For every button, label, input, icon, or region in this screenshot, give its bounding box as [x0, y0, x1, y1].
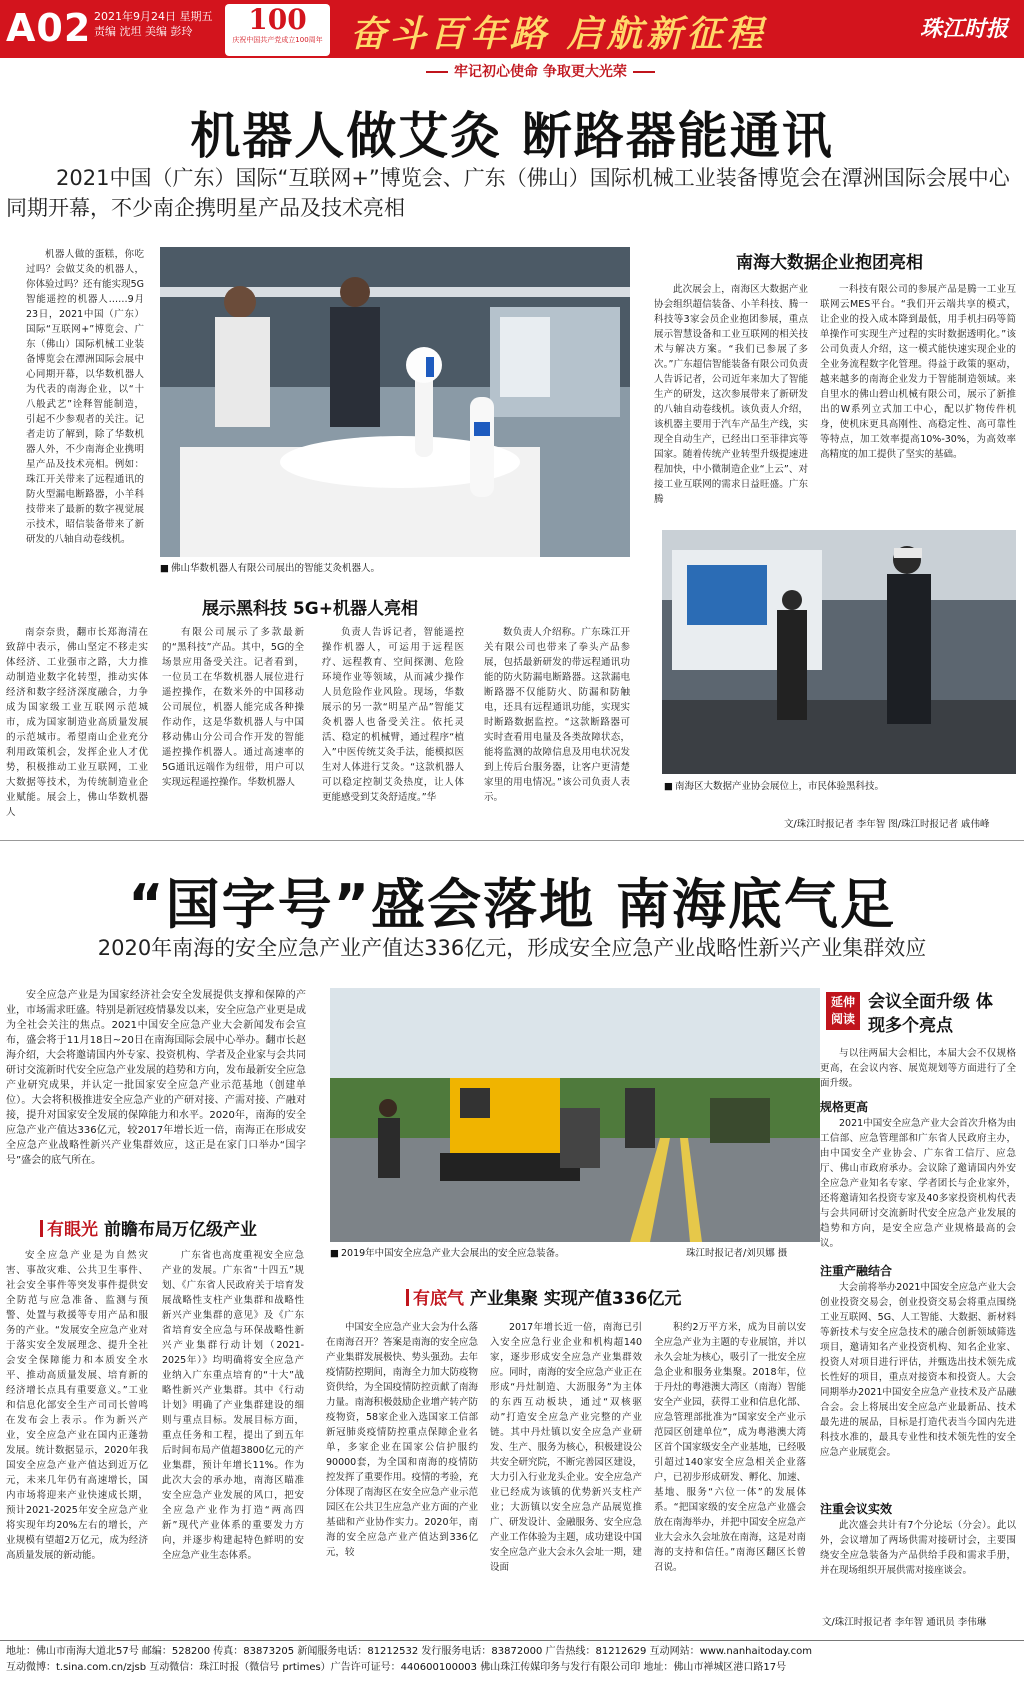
kicker-1-bar — [40, 1220, 43, 1237]
story1-intro: 机器人做的蛋糕，你吃过吗？会做艾灸的机器人，你体验过吗？还有能实现5G智能遥控的机器人……9月23日，2021中国（广东）国际“互联网+”博览会、广东（佛山）国际机械工业装备博览会在潭洲国际会展中心同期开幕，以华数机器人为代表的南海企业，以“十八般武艺”诠释智能制造，引起不少参观者的关注。记者走访了解到，除了华数机器人外，不少南海企业携明星产品及技术亮相。例如：珠江开关带来了远程通讯的防火型漏电断路器，小羊科技带来了最新的数字视觉展示技术，昭信装备带来了新研发的八轴自动卷线机。 — [26, 249, 144, 545]
kicker-2-bar — [406, 1289, 409, 1306]
footer-line-2: 互动微博：t.sina.com.cn/zjsb 互动微信：珠江时报（微信号 prtimes）广告许可证号：440600100003 佛山珠江传媒印务与发行有限公司印 地址：佛山市禅城区港口路17号 — [6, 1662, 787, 1673]
photo1-caption: ■ 佛山华数机器人有限公司展出的智能艾灸机器人。 — [160, 560, 630, 574]
ext-para-1: 2021中国安全应急产业大会首次升格为由工信部、应急管理部和广东省人民政府主办，由中国安全产业协会、广东省工信厅、应急厅、佛山市政府承办。会议除了邀请国内外安全应急产业知名专家、学者团长与企业家外，还将邀请知名投资专家及40多家投资机构代表与会共同研讨交流新时代安全应急产业发展的趋势和方向，是安全应急产业规格最高的会议。 — [820, 1118, 1016, 1249]
footer-line-1: 地址：佛山市南海大道北57号 邮编：528200 传真：83873205 新闻服务电话：81212532 发行服务电话：83872000 广告热线：81212629 互动网站：www.nanhaitoday.com — [6, 1646, 812, 1657]
section-b-title: 展示黑科技 5G+机器人亮相 — [202, 599, 418, 619]
k2-col3: 积约2万平方米，成为目前以安全应急产业为主题的专业展馆，并以永久会址为核心，吸引了一批安全应急企业和服务业集聚。2018年，位于丹灶的粤港澳大湾区（南海）智能安全产业园，获得工业和信息化部、应急管理部批准为“国家安全产业示范园区创建单位”，成为粤港澳大湾区首个国家级安全产业基地，已经吸引超过140家安全应急相关企业落户，已初步形成研发、孵化、加速、基地、服务“六位一体”的发展体系。“把国家级的安全应急产业盛会放在南海举办，并把中国安全应急产业大会永久会址放在南海，这是对南海的支持和信任。”南海区翻区长曾召说。 — [654, 1322, 806, 1573]
story1-byline: 文/珠江时报记者 李年智 图/珠江时报记者 戚伟峰 — [784, 819, 990, 830]
photo2-caption: ■ 南海区大数据产业协会展位上，市民体验黑科技。 — [664, 778, 1014, 792]
story2-headline: “国字号”盛会落地 南海底气足 — [128, 873, 896, 936]
section-a-title: 南海大数据企业抱团亮相 — [736, 253, 923, 273]
story1-headline: 机器人做艾灸 断路器能通讯 — [190, 107, 834, 165]
editors-line: 责编 沈坦 美编 彭玲 — [94, 25, 193, 38]
story2-lead: 安全应急产业是为国家经济社会安全发展提供支撑和保障的产业，市场需求旺盛。特别是新冠疫情暴发以来，安全应急产业更是成为全社会关注的焦点。2021中国安全应急产业大会新闻发布会宣布，盛会将于11月18日~20日在南海国际会展中心举办。翻市长赵海介绍，大会将邀请国内外专家、投资机构、学者及企业家与会共同研讨交流新时代安全应急产业发展的趋势和方向，发布最新安全应急产业研究成果，并认定一批国家安全应急产业示范基地（创建单位）。大会将积极推进安全应急产业的产研对接、产需对接、产融对接，提升对国家安全发展的保障能力和水平。2020年，南海的安全应急产业产值达336亿元，较2017年增长近一倍，南海正在形成安全应急产业战略性新兴产业集群效应，这正是在家门口举办“国字号”盛会的底气所在。 — [6, 990, 306, 1166]
story2-photo-credit: 珠江时报记者/刘贝娜 摄 — [686, 1248, 788, 1259]
masthead-slogan: 奋斗百年路 启航新征程 — [350, 13, 767, 55]
kicker-2-tag: 有底气 — [413, 1289, 464, 1309]
section-b-col4: 数负责人介绍称。广东珠江开关有限公司也带来了拳头产品参展，包括最新研发的带远程通讯功能的防火防漏电断路器。这款漏电断路器不仅能防火、防漏和防触电，还具有远程通讯功能，实现实时断路数据监控。“这款断路器可实时查看用电量及各类故障状态，能将监测的故障信息及用电状况发到上传后台服务器，让客户更清楚家里的用电情况。”该公司负责人表示。 — [484, 627, 630, 803]
centenary-number: 100 — [248, 3, 307, 36]
big-data-booth-photo — [662, 530, 1016, 774]
section-a-col2: 一科技有限公司的参展产品是腾一工业互联网云MES平台。“我们开云端共享的模式，让企业的投入成本降到最低，用手机扫码等简单操作可实现生产过程的实时数据透明化。”该公司负责人介绍，这一模式能快速实现企业的全业务流程数字化管理。得益于政策的驱动，越来越多的南海企业发力于智能制造领域。来自里水的佛山碧山机械有限公司，展示了新推出的W系列立式加工中心，配以扩物传件机身，使机床更具高刚性、高稳定性、高可靠性等特点，加工效率提高10%-30%，为高效率高精度的加工提供了坚实的基础。 — [820, 284, 1016, 460]
kicker-1 — [40, 1215, 257, 1240]
issue-date: 2021年9月24日 星期五 — [94, 10, 213, 23]
ext-intro: 与以往两届大会相比，本届大会不仅规格更高，在会议内容、展览规划等方面进行了全面升级。 — [820, 1048, 1016, 1089]
centenary-logo — [225, 4, 330, 56]
section-b-col2: 有限公司展示了多款最新的“黑科技”产品。其中，5G的全场景应用备受关注。记者看到，一位员工在华数机器人展位进行遥控操作，在数米外的中国移动公司展位，机器人能完成各种操作动作，这是华数机器人与中国移动佛山分公司合作开发的智能遥控操作机器人。通过高速率的5G通讯远端作为纽带，用户可以实现远程遥控操作。华数机器人 — [162, 627, 304, 788]
kicker-1-title: 前瞻布局万亿级产业 — [104, 1220, 257, 1240]
section-divider — [0, 840, 1024, 841]
ext-para-2: 大会前将举办2021中国安全应急产业大会创业投资交易会，创业投资交易会将重点围绕工业互联网、5G、人工智能、大数据、新材料等新技术与安全应急技术的融合创新领域筛选项目，邀请知名产业投资机构、知名企业家、投资人对项目进行评估，并甄选出技术领先成长性好的项目，重点对接资本和投资人。大会同期举办2021中国安全应急产业技术及产品融合会。会上将展出安全应急产业最新品、技术最先进的展品，目标是打造代表当今国内先进科技水准的，最具专业性和技术领先性的安全应急产业展览会。 — [820, 1282, 1016, 1458]
centenary-text: 庆祝中国共产党成立100周年 — [232, 36, 323, 44]
ext-heading-1: 规格更高 — [820, 1100, 869, 1114]
section-b-col1: 南奈奈贵，翻市长郑海清在致辞中表示，佛山坚定不移走实体经济、工业强市之路，大力推动制造业数字化转型，推动实体经济和数字经济深度融合，力争成为国家级工业互联网示范城市，成为国家制造业高质量发展的示范城市。希望南山企业充分利用政策机会，发挥企业人才优势，积极推动工业互联网，工业大数据等技术，为传统制造业企业赋能。展会上，佛山华数机器人 — [6, 627, 148, 818]
k2-col1: 中国安全应急产业大会为什么落在南海召开？答案是南海的安全应急产业集群发展极快、势头强劲。去年疫情防控期间，南海全力加大防疫物资供给，为全国疫情防控贡献了南海力量。南海积极鼓励企业增产转产防疫物资，58家企业入选国家工信部新冠肺炎疫情防控重点保障企业名单，多家企业在国家公信护服约90000套，为全国和南海的疫情防控发挥了重要作用。疫情的考验，充分体现了南海区在安全应急产业示范园区在公共卫生应急产业方面的产业基础和产业协作实力。2020年，南海的安全应急产业产值达到336亿元，较 — [326, 1322, 478, 1558]
newspaper-brand: 珠江时报 — [920, 16, 1009, 42]
safety-equipment-photo — [330, 988, 820, 1242]
story2-deck: 2020年南海的安全应急产业产值达336亿元，形成安全应急产业战略性新兴产业集群效应 — [97, 936, 927, 960]
kicker-2 — [406, 1284, 681, 1309]
section-a-col1: 此次展会上，南海区大数据产业协会组织超信装备、小羊科技、腾一科技等3家会员企业抱团参展，重点展示智慧设备和工业互联网的相关技术与解决方案。“我们已参展了多次。”广东超信智能装备有限公司负责人告诉记者，公司近年来加大了智能生产的研发，这次参展带来了新研发的八轴自动卷线机。该负责人介绍，该机器主要用于汽车产品生产线，实现全自动生产，已经出口至菲律宾等国家。随着传统产业转型升级提速进程加快，中小微制造企业“上云”、对接工业互联网的需求日益旺盛。广东腾 — [654, 284, 808, 505]
page-number: A02 — [6, 6, 92, 50]
k1-col1: 安全应急产业是为自然灾害、事故灾难、公共卫生事件、社会安全事件等突发事件提供安全防范与应急准备、监测与预警、处置与救援等专用产品和服务的产业。“发展安全应急产业对于落实安全发展理念、提升全社会安全保障能力和本质安全水平、推动高质量发展、培育新的经济增长点具有重要意义。”工业和信息化部安全生产司司长曾鸣在发布会上表示。作为新兴产业，安全应急产业在国内正蓬勃发展。统计数据显示，2020年我国安全应急产业产值达到近万亿元，未来几年仍有高速增长，国内市场将迎来产业快速成长期，预计2021-2025年安全应急产业将实现年均20%左右的增长，产业规模有望超2万亿元，成为经济高质量发展的新动能。 — [6, 1250, 148, 1561]
story2-photo-caption: ■ 2019年中国安全应急产业大会展出的安全应急装备。 — [330, 1245, 630, 1259]
section-b-col3: 负责人告诉记者，智能遥控操作机器人，可运用于远程医疗、远程教育、空间探测、危险环境作业等领域，从而减少操作人员危险作业风险。现场，华数展示的另一款“明星产品”智能艾灸机器人也备受关注。依托灵活、稳定的机械臂，通过程序“植入”中医传统艾灸手法，能模拟医生对人体进行艾灸。“这款机器人可以稳定控制艾灸热度，让人体更能感受到艾灸舒适度。”华 — [322, 627, 464, 803]
date-info — [94, 9, 214, 39]
ext-heading-2: 注重产融结合 — [820, 1264, 893, 1278]
story2-byline: 文/珠江时报记者 李年智 通讯员 李伟琳 — [822, 1617, 987, 1628]
k2-col2: 2017年增长近一倍，南海已引入安全应急行业企业和机构超140家，逐步形成安全应急产业集群效应。同时，南海的安全应急产业正在形成“丹灶制造、大沥服务”为主体的东西互动板块，通过“双核驱动”打造安全应急产业完整的产业链。其中丹灶镇以安全应急产业研发、生产、服务为核心，积极建设公共安全研究院，不断完善园区建设，大力引入行业龙头企业。安全应急产业已经成为该镇的优势新兴支柱产业；大沥镇以安全应急产品展览推广、研发设计、金融服务、安全应急产业工作体验为主题，成功建设中国安全应急产业大会永久会址一期，建设面 — [490, 1322, 642, 1573]
kicker-2-title: 产业集聚 实现产值336亿元 — [470, 1289, 682, 1309]
k1-col2: 广东省也高度重视安全应急产业的发展。广东省“十四五”规划、《广东省人民政府关于培育发展战略性支柱产业集群和战略性新兴产业集群的意见》及《广东省培育安全应急与环保战略性新兴产业集群行动计划（2021-2025年）》均明确将安全应急产业纳入广东重点培育的“十大”战略性新兴产业集群。其中《行动计划》明确了产业集群建设的细则与重点目标。发展目标方面，重点任务和工程，提出了到五年后时间布局产值超3800亿元的产业集群，预计年增长11%。作为此次大会的承办地，南海区瞄准安全应急产业发展的风口，把安全应急产业作为打造“两高四新”现代产业体系的重要发力方向，并逐步构建起特色鲜明的安全应急产业生态体系。 — [162, 1250, 304, 1561]
footer — [0, 1640, 1024, 1681]
extension-title: 会议全面升级 体现多个亮点 — [868, 992, 993, 1036]
ext-heading-3: 注重会议实效 — [820, 1502, 893, 1516]
robot-moxibustion-photo — [160, 247, 630, 557]
extension-tag: 延伸阅读 — [826, 992, 860, 1030]
ext-para-3: 此次盛会共计有7个分论坛（分会）。此以外，会议增加了两场供需对接研讨会，主要围绕安全应急装备为产品供给手段和需求手册，并在现场组织开展供需对接座谈会。 — [820, 1520, 1016, 1576]
story1-deck: 2021中国（广东）国际“互联网+”博览会、广东（佛山）国际机械工业装备博览会在潭洲国际会展中心同期开幕，不少南企携明星产品及技术亮相 — [6, 166, 1010, 220]
kicker-1-tag: 有眼光 — [47, 1220, 98, 1240]
masthead-subslogan: 牢记初心使命 争取更大光荣 — [420, 61, 661, 81]
